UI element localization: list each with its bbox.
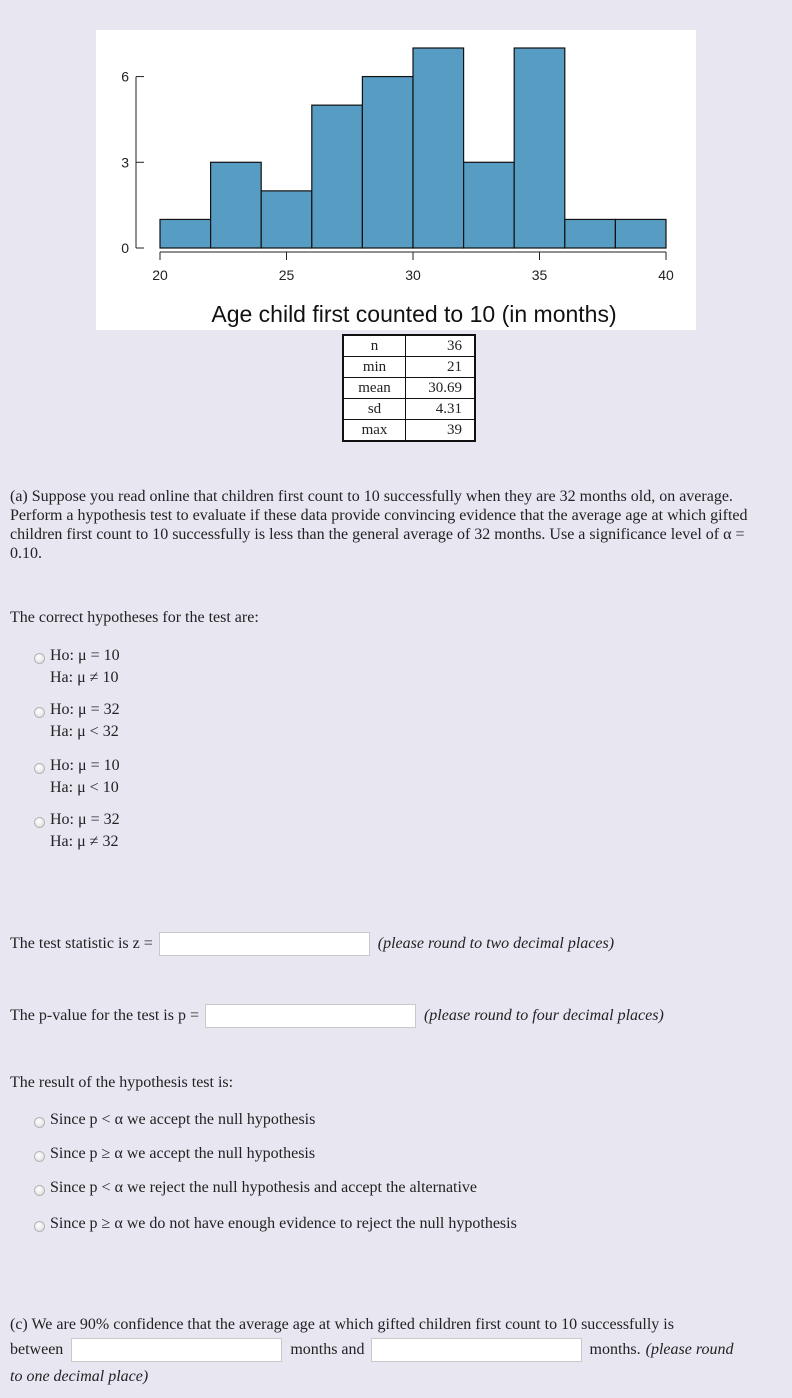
- histogram-bar: [565, 219, 616, 248]
- x-tick-label: 35: [531, 267, 548, 283]
- part-c-question: (c) We are 90% confidence that the average age at which gifted children first count to 10 successfully is: [10, 1316, 674, 1333]
- y-tick-label: 6: [121, 68, 129, 85]
- p-value-input[interactable]: [205, 1004, 416, 1028]
- part-a-question: (a) Suppose you read online that children first count to 10 successfully when they are 32 months old, on average. Perform a hypothesis test to evaluate if these data provide convincing evidence that the average age at which gifted children first count to 10 successfully is less than the general average of 32 months. Use a significance level of α = 0.10.: [10, 488, 748, 562]
- result-option-label: Since p < α we accept the null hypothesis: [50, 1111, 316, 1128]
- hypothesis-radio-1[interactable]: [34, 653, 45, 664]
- stats-value: 4.31: [406, 399, 476, 420]
- confidence-interval-row: [10, 1337, 782, 1363]
- result-option-4[interactable]: [34, 1213, 517, 1235]
- ci-months-and-label: months and: [290, 1341, 365, 1358]
- ci-between-label: between: [10, 1341, 64, 1358]
- histogram-bar: [413, 48, 464, 248]
- hypothesis-h0: Ho: μ = 32: [50, 811, 120, 828]
- result-option-label: Since p ≥ α we do not have enough evidence to reject the null hypothesis: [50, 1215, 517, 1232]
- hypothesis-radio-2[interactable]: [34, 707, 45, 718]
- hypothesis-h0: Ho: μ = 10: [50, 647, 120, 664]
- result-radio-3[interactable]: [34, 1185, 45, 1196]
- hypothesis-option-4[interactable]: [34, 809, 120, 853]
- result-option-label: Since p ≥ α we accept the null hypothesis: [50, 1145, 316, 1162]
- hypothesis-option-3[interactable]: [34, 755, 120, 799]
- histogram-bar: [211, 162, 262, 248]
- y-tick-label: 3: [121, 154, 129, 171]
- test-statistic-hint: (please round to two decimal places): [377, 935, 615, 952]
- hypothesis-ha: Ha: μ < 10: [50, 779, 119, 796]
- p-value-row: [10, 1003, 664, 1029]
- stats-row: [343, 399, 475, 420]
- stats-key: mean: [343, 378, 406, 399]
- result-option-label: Since p < α we reject the null hypothesis and accept the alternative: [50, 1179, 478, 1196]
- histogram-bar: [464, 162, 515, 248]
- hypothesis-h0: Ho: μ = 10: [50, 757, 120, 774]
- hypothesis-ha: Ha: μ ≠ 32: [50, 833, 119, 850]
- ci-lower-input[interactable]: [71, 1338, 282, 1362]
- p-value-label: The p-value for the test is p =: [10, 1007, 199, 1024]
- test-statistic-row: [10, 931, 614, 957]
- hypothesis-option-1[interactable]: [34, 645, 120, 689]
- histogram-bar: [362, 77, 413, 248]
- ci-months-end-label: months.: [589, 1341, 641, 1358]
- hypothesis-radio-4[interactable]: [34, 817, 45, 828]
- p-value-hint: (please round to four decimal places): [423, 1007, 664, 1024]
- result-heading: The result of the hypothesis test is:: [10, 1074, 234, 1091]
- stats-row: [343, 420, 475, 442]
- histogram-bar: [160, 219, 211, 248]
- hypothesis-ha: Ha: μ < 32: [50, 723, 119, 740]
- ci-upper-input[interactable]: [371, 1338, 582, 1362]
- hypothesis-option-2[interactable]: [34, 699, 120, 743]
- stats-key: n: [343, 335, 406, 357]
- stats-row: [343, 335, 475, 357]
- ci-hint-2: to one decimal place): [10, 1368, 149, 1385]
- stats-row: [343, 378, 475, 399]
- stats-row: [343, 357, 475, 378]
- histogram-bar: [615, 219, 666, 248]
- result-radio-1[interactable]: [34, 1117, 45, 1128]
- stats-value: 36: [406, 335, 476, 357]
- stats-key: min: [343, 357, 406, 378]
- x-axis-label: Age child first counted to 10 (in months): [211, 301, 617, 327]
- histogram-svg: [96, 30, 696, 330]
- test-statistic-label: The test statistic is z =: [10, 935, 153, 952]
- hypothesis-radio-3[interactable]: [34, 763, 45, 774]
- stats-value: 39: [406, 420, 476, 442]
- summary-stats-table: [342, 334, 476, 442]
- histogram-bar: [261, 191, 312, 248]
- result-option-3[interactable]: [34, 1177, 477, 1199]
- result-radio-2[interactable]: [34, 1151, 45, 1162]
- stats-key: sd: [343, 399, 406, 420]
- hypothesis-h0: Ho: μ = 32: [50, 701, 120, 718]
- ci-hint-1: (please round: [645, 1341, 734, 1358]
- hypothesis-ha: Ha: μ ≠ 10: [50, 669, 119, 686]
- result-option-1[interactable]: [34, 1109, 315, 1131]
- x-tick-label: 40: [658, 267, 674, 283]
- test-statistic-input[interactable]: [159, 932, 370, 956]
- stats-key: max: [343, 420, 406, 442]
- histogram-chart: [96, 30, 696, 330]
- x-tick-label: 25: [278, 267, 295, 283]
- y-tick-label: 0: [121, 240, 129, 256]
- result-radio-4[interactable]: [34, 1221, 45, 1232]
- x-tick-label: 20: [152, 267, 168, 283]
- histogram-bar: [312, 105, 363, 248]
- x-tick-label: 30: [405, 267, 421, 283]
- stats-value: 21: [406, 357, 476, 378]
- result-option-2[interactable]: [34, 1143, 315, 1165]
- stats-value: 30.69: [406, 378, 476, 399]
- hypotheses-heading: The correct hypotheses for the test are:: [10, 609, 259, 626]
- histogram-bar: [514, 48, 565, 248]
